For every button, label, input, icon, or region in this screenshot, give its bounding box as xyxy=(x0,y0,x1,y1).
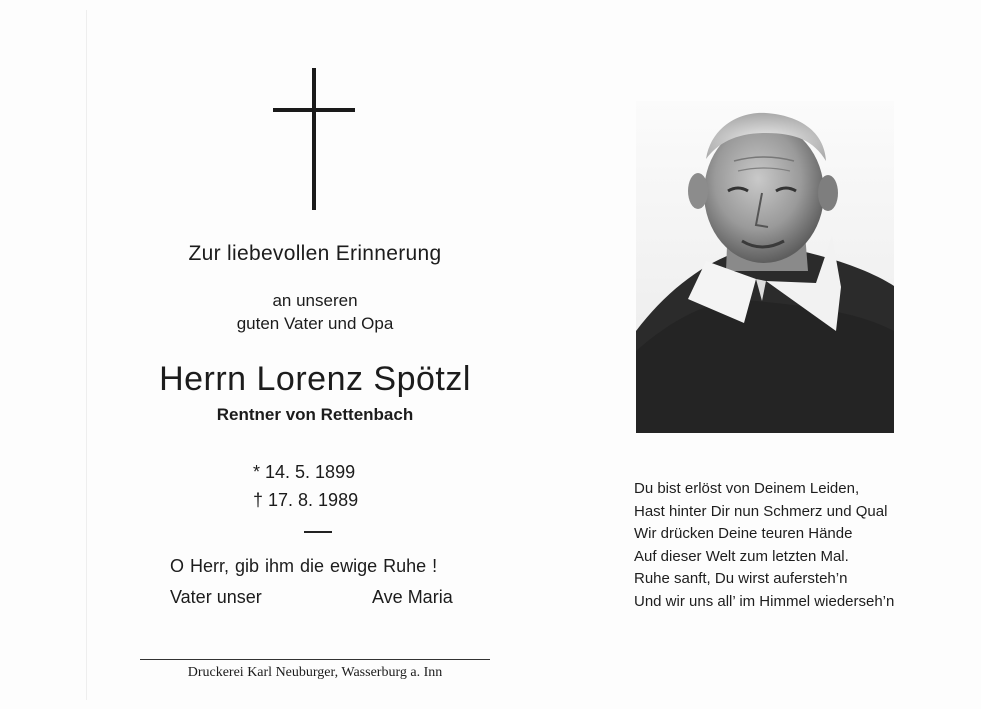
printer-rule xyxy=(140,659,490,660)
separator-dash xyxy=(304,531,332,533)
poem-line: Ruhe sanft, Du wirst aufersteh’n xyxy=(634,570,848,587)
death-date: † 17. 8. 1989 xyxy=(253,490,359,510)
cross-icon-horizontal xyxy=(273,108,355,112)
printer-credit: Druckerei Karl Neuburger, Wasserburg a. Inn xyxy=(187,665,443,680)
birth-date: * 14. 5. 1899 xyxy=(253,462,356,482)
poem-line: Und wir uns all’ im Himmel wiederseh’n xyxy=(634,592,895,610)
intro-line-2: guten Vater und Opa xyxy=(236,314,394,333)
poem-line: Auf dieser Welt zum letzten Mal. xyxy=(634,547,849,565)
prayer-line: O Herr, gib ihm die ewige Ruhe ! xyxy=(170,556,438,576)
fold-line xyxy=(86,10,87,700)
poem xyxy=(634,478,894,613)
poem-line: Hast hinter Dir nun Schmerz und Qual xyxy=(634,502,888,520)
occupation: Rentner von Rettenbach xyxy=(216,405,414,424)
cross-icon-vertical xyxy=(312,68,316,210)
poem-line: Wir drücken Deine teuren Hände xyxy=(634,525,853,542)
prayer-ave-maria: Ave Maria xyxy=(372,587,453,607)
portrait-photo-icon xyxy=(636,101,894,433)
portrait-photo xyxy=(636,101,894,433)
poem-line: Du bist erlöst von Deinem Leiden, xyxy=(634,480,860,497)
card-title: Zur liebevollen Erinnerung xyxy=(188,242,442,265)
deceased-name: Herrn Lorenz Spötzl xyxy=(159,360,471,398)
prayer-vater-unser: Vater unser xyxy=(170,587,262,607)
intro-line-1: an unseren xyxy=(272,291,358,310)
